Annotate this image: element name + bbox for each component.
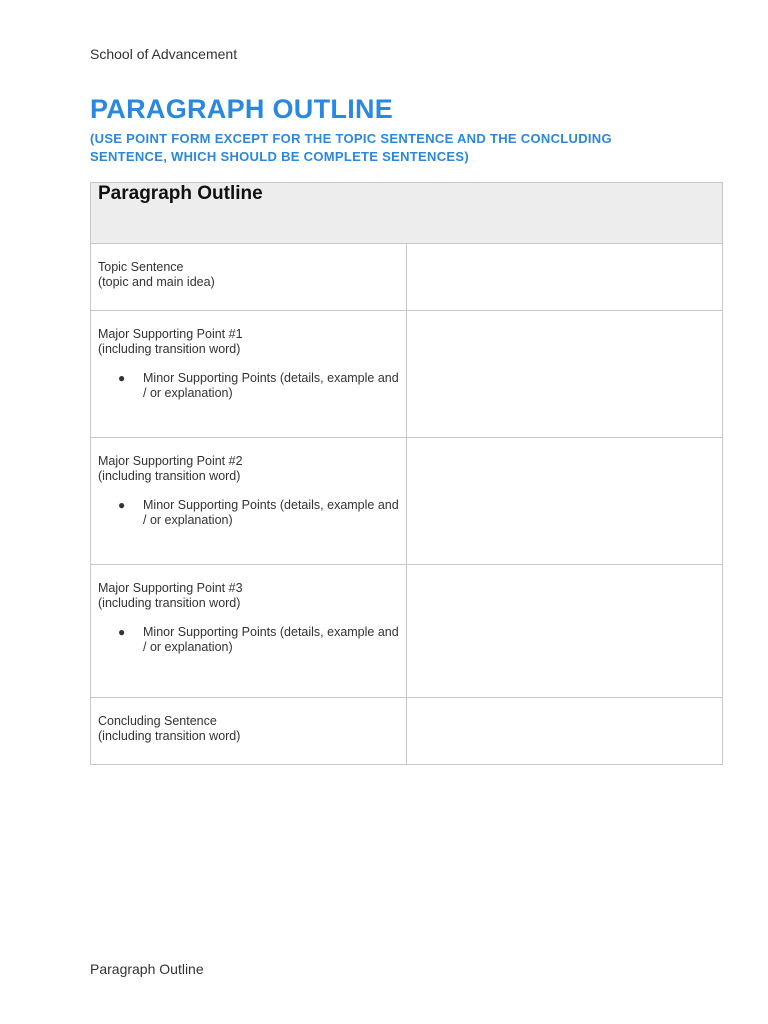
minor-points-text: Minor Supporting Points (details, example and / or explanation) — [143, 625, 399, 654]
row-label-line: Major Supporting Point #2 — [98, 454, 243, 468]
paragraph-outline-table — [90, 182, 723, 765]
row-label-major-point-2 — [91, 438, 407, 565]
page-title: PARAGRAPH OUTLINE — [90, 94, 394, 124]
row-label-topic-sentence — [91, 244, 407, 311]
row-label-line: (including transition word) — [98, 469, 241, 483]
answer-cell-major-point-1[interactable] — [407, 311, 723, 438]
minor-points-text: Minor Supporting Points (details, example and / or explanation) — [143, 371, 399, 400]
page-subtitle: (USE POINT FORM EXCEPT FOR THE TOPIC SENTENCE AND THE CONCLUDING SENTENCE, WHICH SHOULD BE COMPLETE SENTENCES) — [90, 131, 612, 164]
row-label-line: (including transition word) — [98, 729, 241, 743]
table-row — [91, 565, 723, 698]
answer-cell-topic-sentence[interactable] — [407, 244, 723, 311]
table-row — [91, 311, 723, 438]
table-row — [91, 698, 723, 765]
row-label-line: Major Supporting Point #3 — [98, 581, 243, 595]
row-label-major-point-3 — [91, 565, 407, 698]
footer-text: Paragraph Outline — [90, 961, 204, 977]
answer-cell-major-point-3[interactable] — [407, 565, 723, 698]
bullet-icon: ● — [118, 371, 126, 385]
row-label-line: Concluding Sentence — [98, 714, 217, 728]
row-label-line: Topic Sentence — [98, 260, 184, 274]
row-label-line: (including transition word) — [98, 596, 241, 610]
minor-points-bullet — [98, 625, 400, 655]
answer-cell-concluding-sentence[interactable] — [407, 698, 723, 765]
row-label-line: (including transition word) — [98, 342, 241, 356]
table-row — [91, 438, 723, 565]
table-row — [91, 244, 723, 311]
minor-points-text: Minor Supporting Points (details, example and / or explanation) — [143, 498, 399, 527]
table-heading: Paragraph Outline — [91, 183, 723, 244]
minor-points-bullet — [98, 371, 400, 401]
header-school-name: School of Advancement — [90, 46, 238, 62]
bullet-icon: ● — [118, 625, 126, 639]
row-label-concluding-sentence — [91, 698, 407, 765]
row-label-major-point-1 — [91, 311, 407, 438]
row-label-line: (topic and main idea) — [98, 275, 215, 289]
answer-cell-major-point-2[interactable] — [407, 438, 723, 565]
table-header-row — [91, 183, 723, 244]
bullet-icon: ● — [118, 498, 126, 512]
row-label-line: Major Supporting Point #1 — [98, 327, 243, 341]
minor-points-bullet — [98, 498, 400, 528]
